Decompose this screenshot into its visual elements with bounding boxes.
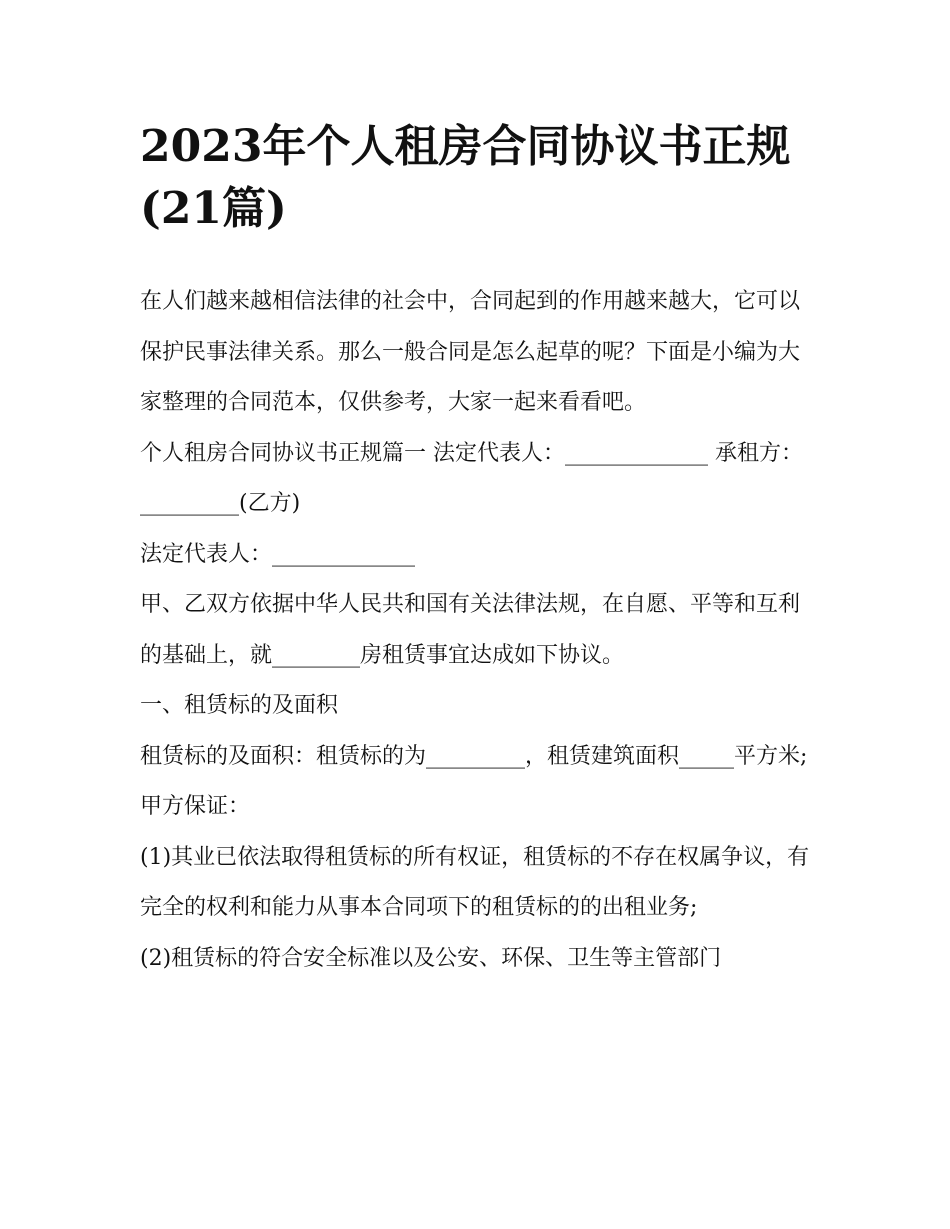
agreement-basis-paragraph: 甲、乙双方依据中华人民共和国有关法律法规，在自愿、平等和互利的基础上，就________房租赁事宜达成如下协议。 [140,592,801,668]
lease-area-paragraph: 租赁标的及面积：租赁标的为_________，租赁建筑面积_____平方米; 甲方保证： [140,743,808,819]
legal-representative-line: 法定代表人：_____________ [140,541,416,567]
clause-heading: 一、租赁标的及面积 [140,693,339,718]
document-body [140,277,820,984]
intro-paragraph: 在人们越来越相信法律的社会中，合同起到的作用越来越大，它可以保护民事法律关系。那么一般合同是怎么起草的呢？下面是小编为大家整理的合同范本，仅供参考，大家一起来看看吧。 [140,289,801,415]
document-title: 2023年个人租房合同协议书正规(21篇) [140,121,791,234]
section-one-header-paragraph: 个人租房合同协议书正规篇一 法定代表人：_____________ 承租方：_________(乙方) [140,440,803,516]
guarantee-item-1: (1)其业已依法取得租赁标的所有权证，租赁标的不存在权属争议，有完全的权利和能力从事本合同项下的租赁标的的出租业务; [140,844,810,920]
guarantee-item-2: (2)租赁标的符合安全标准以及公安、环保、卫生等主管部门 [140,945,722,971]
